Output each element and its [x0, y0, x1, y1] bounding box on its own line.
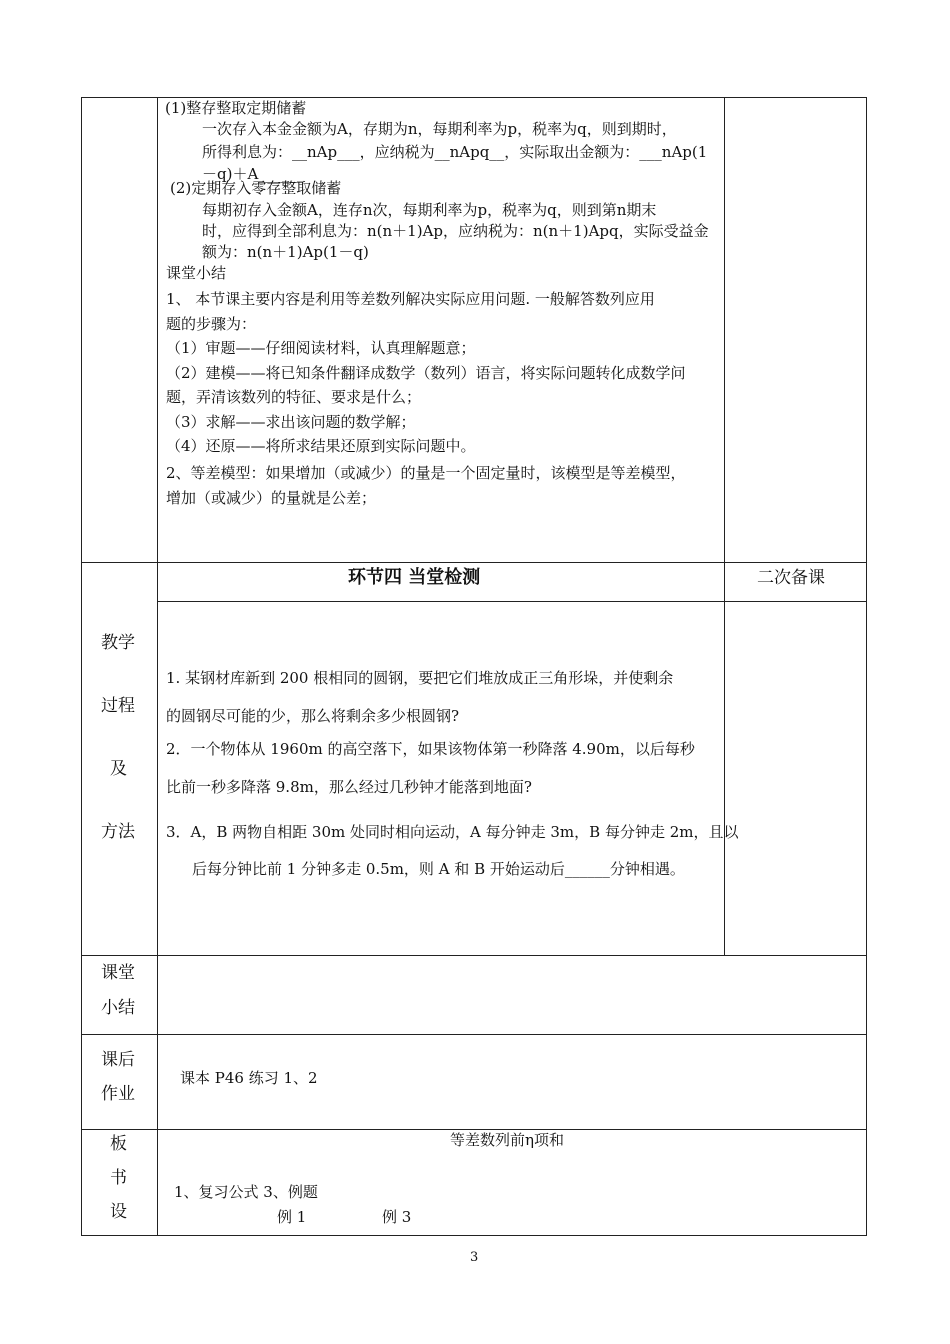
summary-text: 2、等差模型：如果增加（或减少）的量是一个固定量时，该模型是等差模型， [166, 464, 686, 482]
board-outline: 1、复习公式 3、例题 [174, 1183, 318, 1201]
row-divider-section4 [81, 562, 867, 563]
second-prep-header: 二次备课 [757, 568, 825, 588]
process-label: 教学 [101, 633, 135, 653]
summary-step: （4）还原——将所求结果还原到实际问题中。 [166, 437, 476, 455]
table-border-right [866, 97, 867, 1236]
summary-row-label: 课堂 [101, 963, 135, 983]
board-row-label: 书 [110, 1168, 127, 1188]
homework-row-label: 课后 [101, 1050, 135, 1070]
section4-title: 环节四 当堂检测 [348, 567, 481, 588]
row-divider-homework [81, 1034, 867, 1035]
question-text: 3．A，B 两物自相距 30m 处同时相向运动，A 每分钟走 3m，B 每分钟走 2m，且以 [166, 823, 739, 841]
summary-text: 增加（或减少）的量就是公差； [166, 489, 377, 507]
summary-step: （3）求解——求出该问题的数学解； [166, 413, 416, 431]
savings-item1-line: 所得利息为：__nAp___，应纳税为__nApq__，实际取出金额为：___nAp(1 [202, 143, 708, 161]
savings-item2-line: 每期初存入金额A，连存n次，每期利率为p，税率为q，则到第n期末 [202, 201, 657, 219]
table-border-left [81, 97, 82, 1236]
process-label: 方法 [101, 822, 135, 842]
savings-item1-line: －q)＋A______ [202, 165, 304, 183]
question-text: 的圆钢尽可能的少，那么将剩余多少根圆钢? [166, 707, 460, 725]
summary-heading: 课堂小结 [166, 264, 227, 282]
question-text: 2．一个物体从 1960m 的高空落下，如果该物体第一秒降落 4.90m，以后每秒 [166, 740, 695, 758]
label-column-divider [157, 97, 158, 1236]
summary-text: 题的步骤为： [166, 315, 257, 333]
board-row-label: 设 [110, 1202, 127, 1222]
board-example: 例 3 [382, 1208, 412, 1226]
question-text: 后每分钟比前 1 分钟多走 0.5m，则 A 和 B 开始运动后______分钟相遇。 [192, 860, 685, 878]
process-label: 过程 [101, 696, 135, 716]
summary-step: 题，弄清该数列的特征、要求是什么； [166, 388, 422, 406]
summary-row-label: 小结 [101, 998, 135, 1018]
savings-item1-line: 一次存入本金金额为A，存期为n，每期利率为p，税率为q，则到期时， [202, 120, 677, 138]
summary-text: 1、 本节课主要内容是利用等差数列解决实际应用问题. 一般解答数列应用 [166, 290, 655, 308]
table-border-bottom [81, 1235, 867, 1236]
page-number: 3 [470, 1250, 479, 1265]
summary-step: （2）建模——将已知条件翻译成数学（数列）语言，将实际问题转化成数学问 [166, 364, 686, 382]
question-text: 1. 某钢材库新到 200 根相同的圆钢，要把它们堆放成正三角形垛，并使剩余 [166, 669, 674, 687]
board-title: 等差数列前η项和 [450, 1131, 564, 1149]
board-row-label: 板 [110, 1134, 127, 1154]
board-example: 例 1 [277, 1208, 307, 1226]
process-label: 及 [110, 759, 127, 779]
savings-item2-line: 额为：n(n＋1)Ap(1－q) [202, 243, 369, 261]
savings-item1-title: (1)整存整取定期储蓄 [165, 99, 307, 117]
savings-item2-line: 时，应得到全部利息为：n(n＋1)Ap，应纳税为：n(n＋1)Apq，实际受益金 [202, 222, 709, 240]
homework-row-label: 作业 [101, 1084, 135, 1104]
question-text: 比前一秒多降落 9.8m，那么经过几秒钟才能落到地面? [166, 778, 532, 796]
homework-content: 课本 P46 练习 1、2 [180, 1069, 318, 1087]
savings-item2-title: (2)定期存入零存整取储蓄 [170, 179, 342, 197]
row-divider-summary [81, 955, 867, 956]
summary-step: （1）审题——仔细阅读材料，认真理解题意； [166, 339, 476, 357]
row-divider-section4-header [157, 601, 867, 602]
